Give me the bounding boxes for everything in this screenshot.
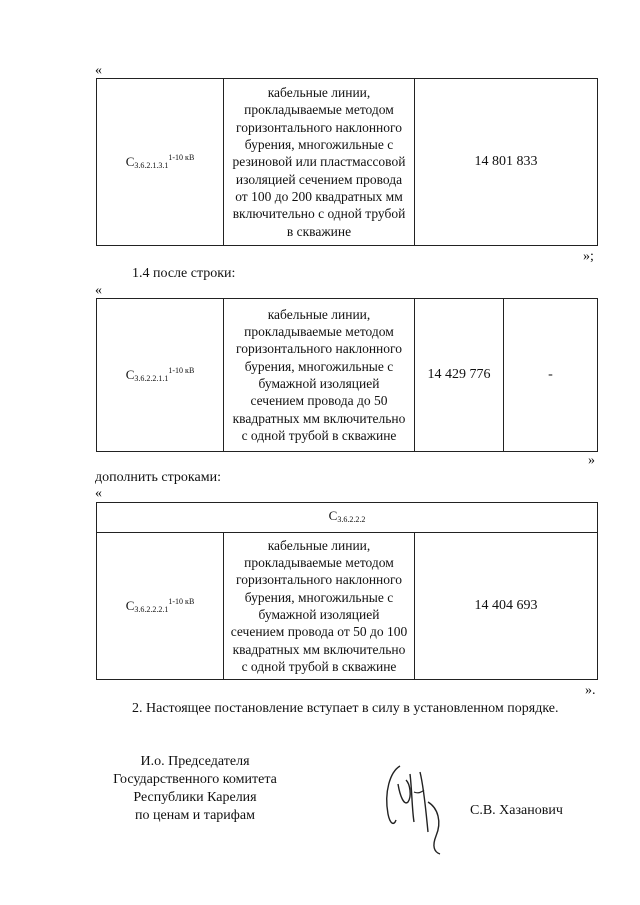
description-line: в скважине	[286, 223, 352, 239]
quote-open-2: «	[95, 283, 102, 298]
description-line: прокладываемые методом	[244, 102, 394, 118]
description-line: сечением провода до 50	[250, 393, 388, 409]
tariff-code-cell	[97, 299, 224, 452]
description-line: горизонтального наклонного	[236, 572, 402, 588]
description-line: бумажной изоляцией	[258, 607, 380, 622]
tariff-code-cell	[97, 79, 224, 246]
paragraph-1-4: 1.4 после строки:	[132, 266, 236, 281]
code-sup: 1-10 кВ	[168, 597, 195, 607]
value-cell: 14 801 833	[415, 79, 598, 246]
paragraph-2: 2. Настоящее постановление вступает в силу в установленном порядке.	[132, 701, 559, 716]
description-line: с одной трубой в скважине	[241, 427, 397, 443]
description-cell	[224, 533, 415, 680]
signatory-title	[95, 753, 295, 825]
description-line: изоляцией сечением провода	[235, 171, 403, 187]
description-line: сечением провода от 50 до 100	[230, 624, 408, 640]
signatory-title-line: Республики Карелия	[133, 790, 257, 805]
code-sup: 1-10 кВ	[168, 153, 195, 163]
code-sup: 1-10 кВ	[168, 366, 195, 376]
signatory-title-line: Государственного комитета	[113, 772, 277, 787]
quote-close-3: ».	[585, 683, 596, 698]
tariff-table-1	[96, 78, 598, 246]
value2-cell: -	[504, 299, 598, 452]
description-line: квадратных мм включительно	[232, 641, 406, 657]
header-sub: 3.6.2.2.2	[337, 514, 366, 524]
quote-close-1: »;	[583, 249, 594, 264]
code-sub: 3.6.2.2.2.1	[134, 605, 169, 615]
description-line: бурения, многожильные с	[244, 358, 394, 374]
header-base: С	[328, 507, 338, 523]
table-row	[97, 299, 598, 452]
quote-close-2: »	[588, 453, 595, 468]
tariff-table-2	[96, 298, 598, 452]
signatory-title-line: по ценам и тарифам	[135, 808, 255, 823]
table-row	[97, 533, 598, 680]
code-base: С	[125, 598, 135, 614]
code-base: С	[125, 367, 135, 383]
code-sub: 3.6.2.2.1.1	[134, 374, 169, 384]
description-line: от 100 до 200 квадратных мм	[235, 188, 403, 204]
description-line: с одной трубой в скважине	[241, 658, 397, 674]
description-line: бурения, многожильные с	[244, 137, 394, 153]
description-line: горизонтального наклонного	[236, 341, 402, 357]
signatory-title-line: И.о. Председателя	[140, 754, 250, 769]
description-line: резиновой или пластмассовой	[232, 154, 406, 170]
description-line: кабельные линии,	[267, 537, 371, 553]
quote-open-1: «	[95, 63, 102, 78]
description-line: квадратных мм включительно	[232, 410, 406, 426]
code-sub: 3.6.2.1.3.1	[134, 161, 169, 171]
value-cell: 14 404 693	[415, 533, 598, 680]
quote-open-3: «	[95, 486, 102, 501]
description-line: кабельные линии,	[267, 306, 371, 322]
table-row	[97, 503, 598, 533]
table-row	[97, 79, 598, 246]
description-cell	[224, 79, 415, 246]
description-line: прокладываемые методом	[244, 324, 394, 340]
tariff-code-cell	[97, 533, 224, 680]
value-cell: 14 429 776	[415, 299, 504, 452]
paragraph-add: дополнить строками:	[95, 470, 221, 485]
description-line: кабельные линии,	[267, 85, 371, 101]
tariff-table-3	[96, 502, 598, 680]
signatory-name: С.В. Хазанович	[470, 803, 563, 818]
group-header-cell	[97, 503, 598, 533]
description-line: бурения, многожильные с	[244, 589, 394, 605]
description-line: прокладываемые методом	[244, 555, 394, 571]
description-cell	[224, 299, 415, 452]
description-line: бумажной изоляцией	[258, 376, 380, 391]
description-line: горизонтального наклонного	[236, 119, 402, 135]
handwritten-signature	[378, 762, 458, 856]
code-base: С	[125, 154, 135, 170]
description-line: включительно с одной трубой	[232, 206, 406, 222]
